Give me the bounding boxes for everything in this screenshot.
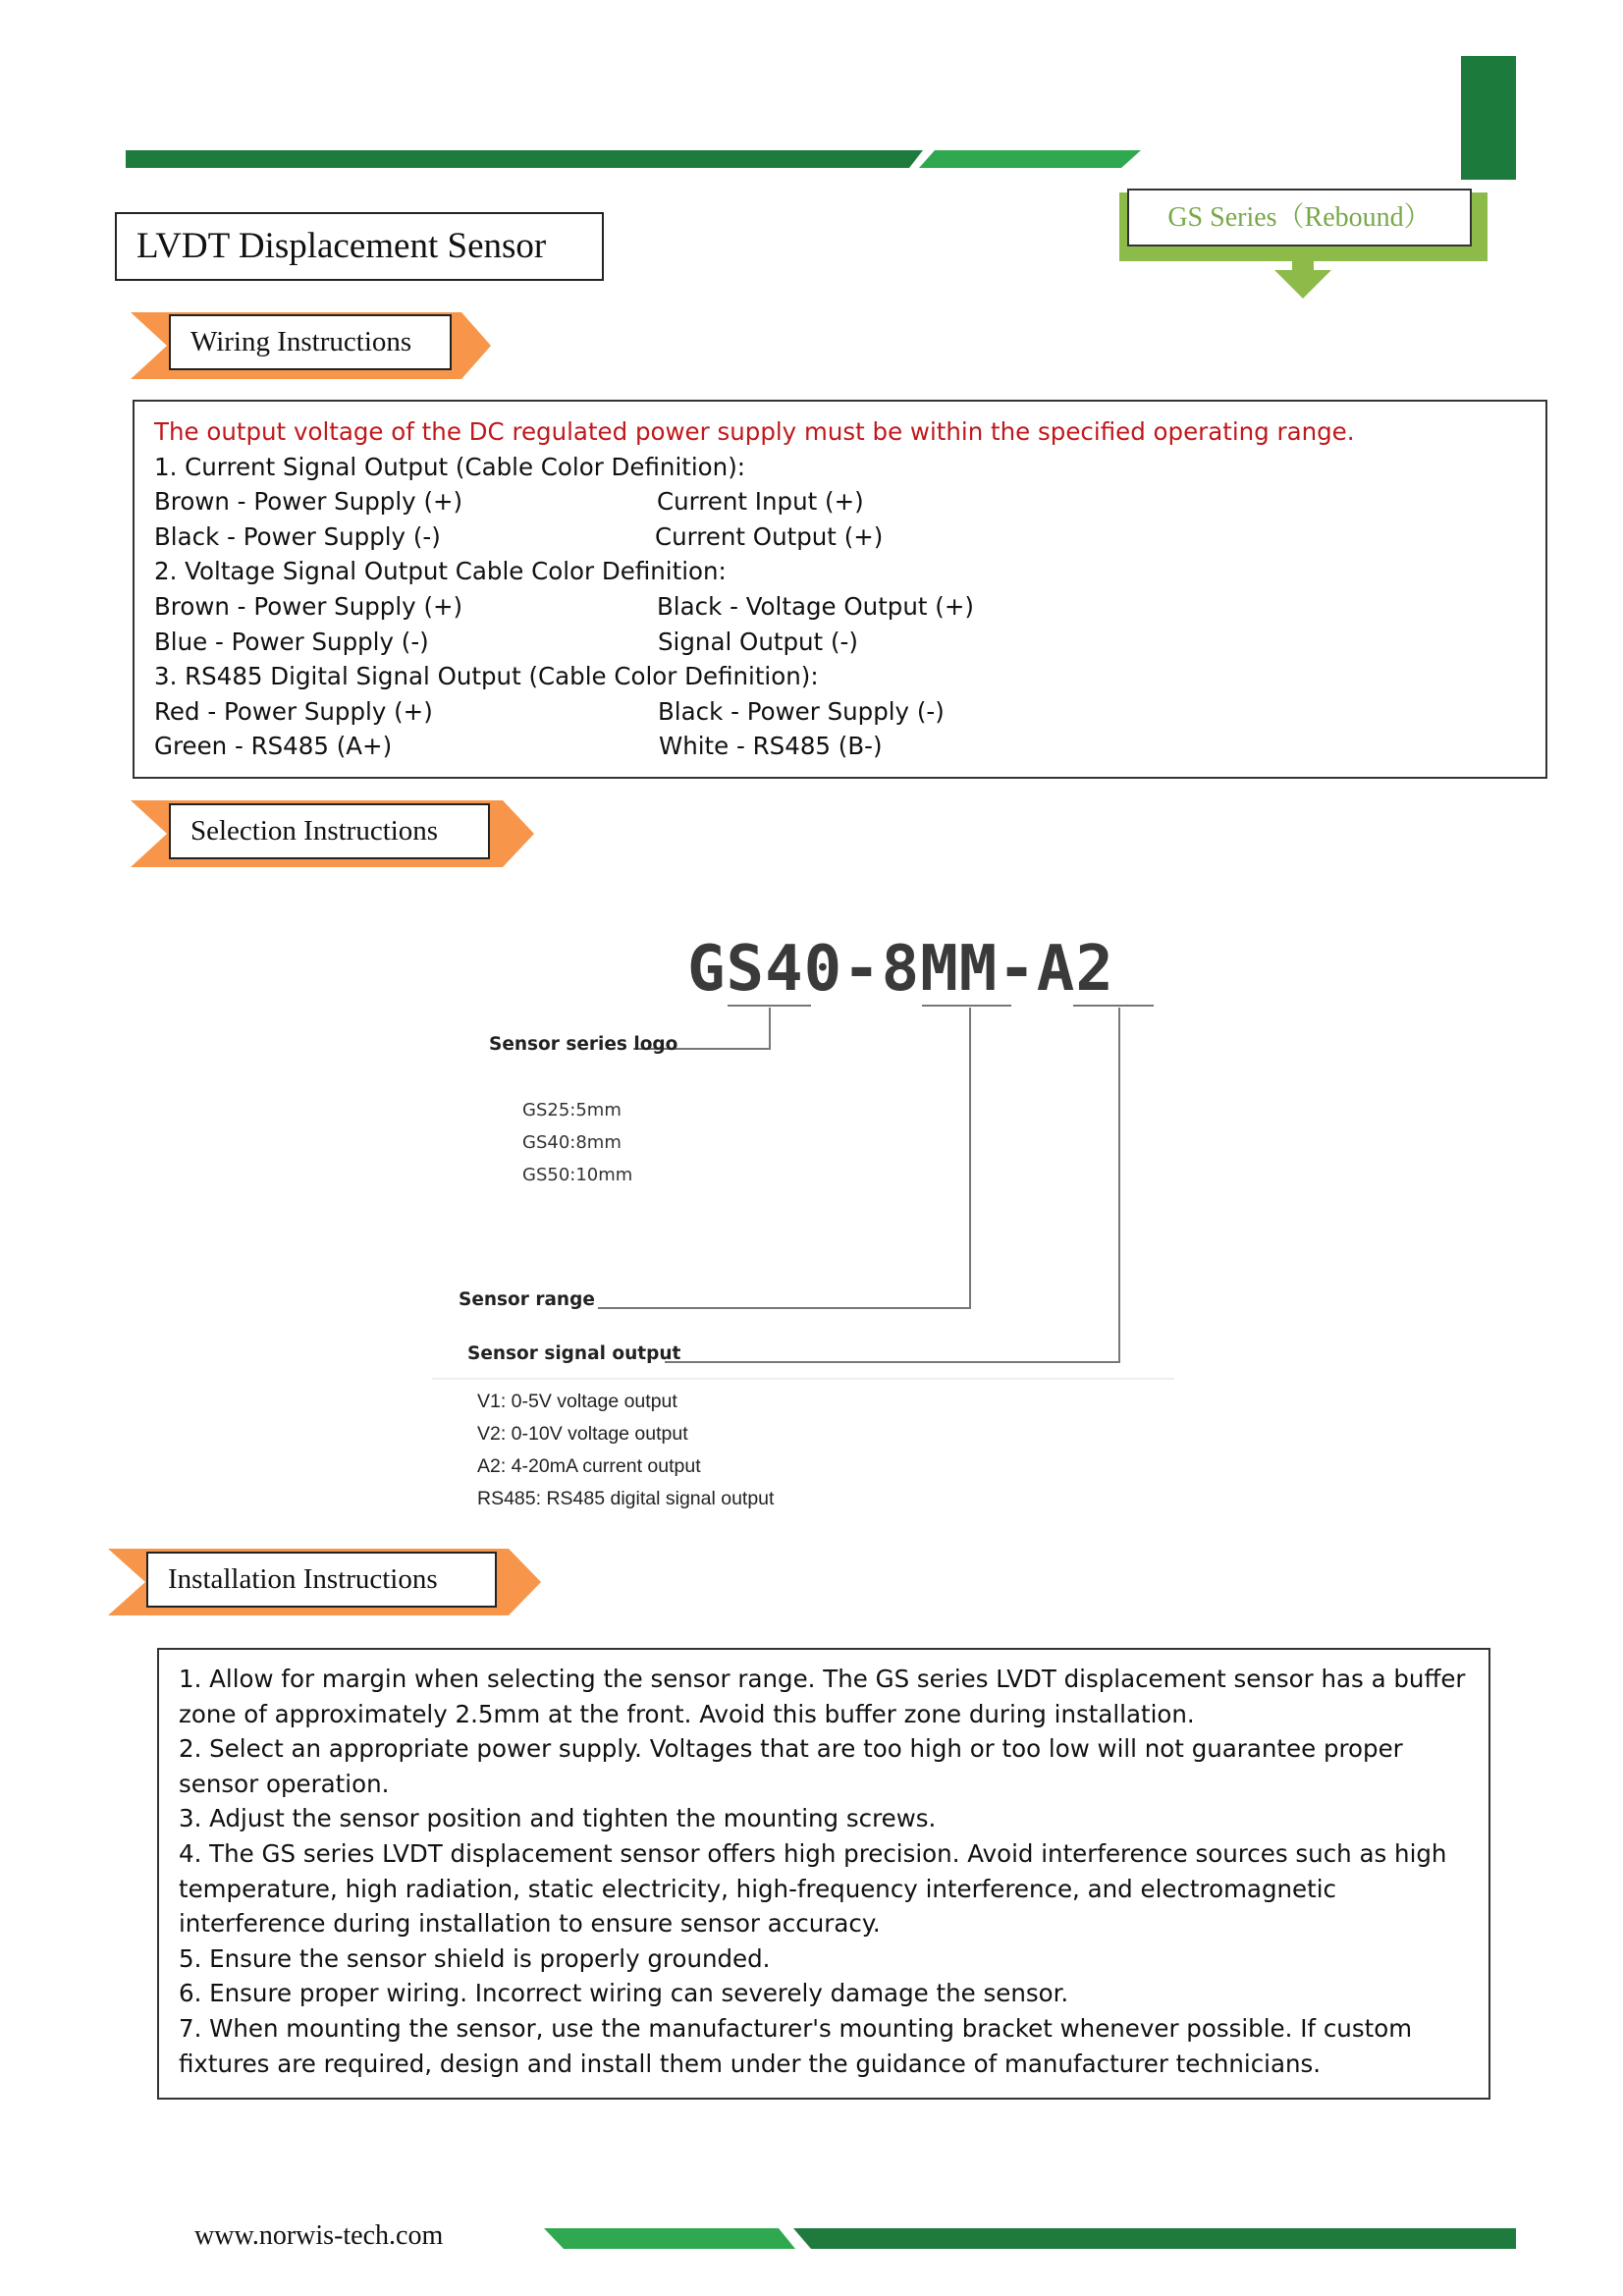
series-logo-label: Sensor series logo: [489, 1034, 678, 1055]
sensor-range-label: Sensor range: [459, 1289, 595, 1310]
wiring-row: Blue - Power Supply (-) Signal Output (-): [154, 627, 858, 656]
page-title: LVDT Displacement Sensor: [115, 212, 604, 281]
installation-item: 5. Ensure the sensor shield is properly grounded.: [179, 1943, 771, 1973]
installation-section-label: Installation Instructions: [146, 1552, 497, 1608]
wiring-section-label: Wiring Instructions: [169, 314, 452, 370]
footer-website-url[interactable]: www.norwis-tech.com: [194, 2220, 444, 2251]
wiring-row: 1. Current Signal Output (Cable Color Definition):: [154, 452, 746, 481]
series-option: GS50:10mm: [522, 1165, 633, 1185]
header-corner-block: [1461, 56, 1516, 180]
wiring-row: 3. RS485 Digital Signal Output (Cable Color Definition):: [154, 662, 819, 691]
wiring-instructions-box: [133, 400, 1547, 779]
installation-item: 1. Allow for margin when selecting the sensor range. The GS series LVDT displacement sensor has a buffer zone of approximately 2.5mm at the front. Avoid this buffer zone during installation.: [179, 1665, 1466, 1728]
selection-diagram-lines: [432, 1006, 1174, 1379]
signal-option: V1: 0-5V voltage output: [477, 1391, 677, 1412]
series-option: GS25:5mm: [522, 1100, 622, 1121]
footer-band-light: [544, 2228, 795, 2249]
installation-item: 7. When mounting the sensor, use the manufacturer's mounting bracket whenever possible. If custom fixtures are required, design and install them under the guidance of manufacturer technicians.: [179, 2013, 1413, 2078]
installation-instructions-box: [157, 1648, 1490, 2100]
header-band-dark: [126, 150, 923, 168]
installation-item: 6. Ensure proper wiring. Incorrect wiring can severely damage the sensor.: [179, 1979, 1069, 2008]
power-supply-warning: The output voltage of the DC regulated power supply must be within the specified operating range.: [154, 417, 1355, 446]
series-tag: GS Series（Rebound）: [1127, 189, 1472, 246]
signal-output-label: Sensor signal output: [467, 1343, 681, 1364]
wiring-row: Black - Power Supply (-) Current Output (+): [154, 521, 884, 551]
selection-section-label: Selection Instructions: [169, 803, 490, 859]
header-band-light: [919, 150, 1141, 168]
installation-item: 4. The GS series LVDT displacement sensor offers high precision. Avoid interference sources such as high temperature, high radiation, static electricity, high-frequency interference, and electromagnetic interference during installation to ensure sensor accuracy.: [179, 1838, 1447, 1939]
wiring-row: Brown - Power Supply (+) Current Input (+): [154, 487, 864, 517]
signal-option: RS485: RS485 digital signal output: [477, 1488, 775, 1509]
signal-option: A2: 4-20mA current output: [477, 1455, 701, 1477]
installation-item: 2. Select an appropriate power supply. Voltages that are too high or too low will not guarantee proper sensor operation.: [179, 1734, 1403, 1798]
signal-option: V2: 0-10V voltage output: [477, 1423, 688, 1445]
model-code: GS40-8MM-A2: [687, 933, 1114, 1006]
series-option: GS40:8mm: [522, 1132, 622, 1153]
wiring-row: Green - RS485 (A+) White - RS485 (B-): [154, 732, 883, 761]
wiring-row: 2. Voltage Signal Output Cable Color Definition:: [154, 557, 727, 586]
wiring-row: Brown - Power Supply (+) Black - Voltage Output (+): [154, 591, 974, 621]
installation-item: 3. Adjust the sensor position and tighten the mounting screws.: [179, 1804, 937, 1833]
footer-band-dark: [793, 2228, 1516, 2249]
wiring-row: Red - Power Supply (+) Black - Power Supply (-): [154, 696, 945, 726]
series-down-arrow: [1274, 270, 1331, 299]
